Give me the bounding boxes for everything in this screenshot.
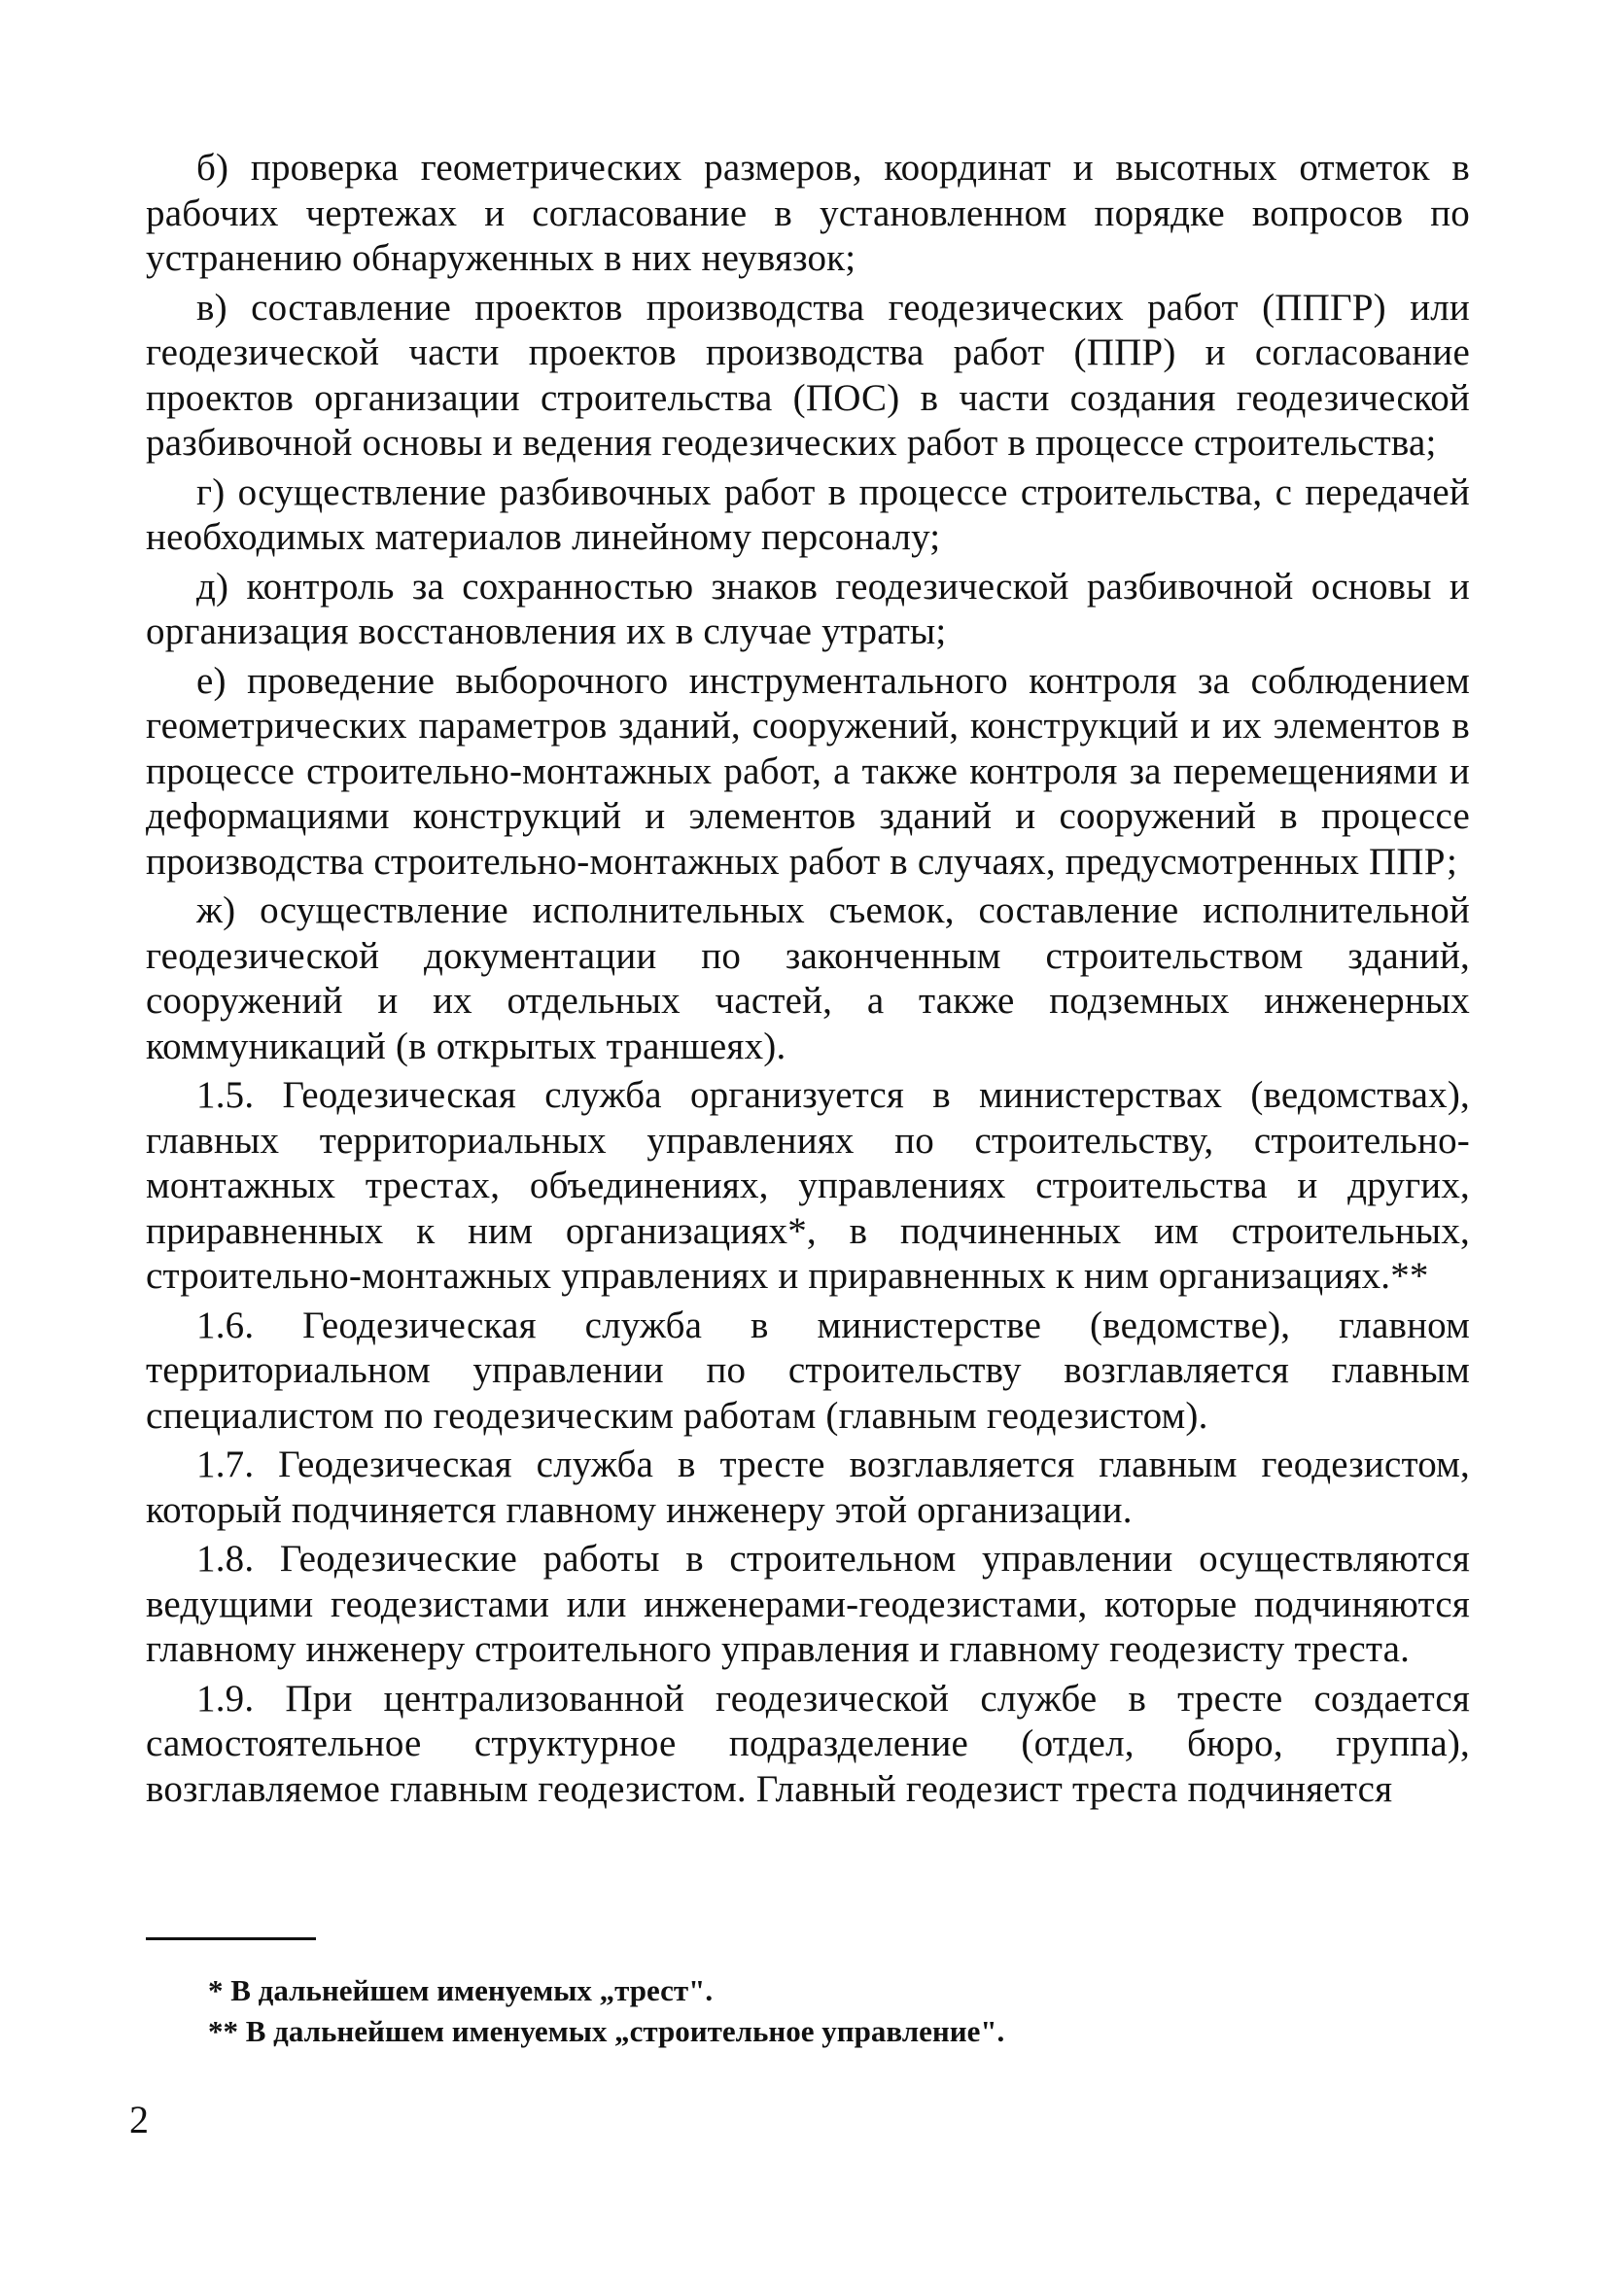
footnotes bbox=[146, 1970, 1470, 2052]
paragraph-1-7: 1.7. Геодезическая служба в тресте возглавляется главным геодезистом, который подчиняется главному инженеру этой организации. bbox=[146, 1444, 1470, 1531]
footnote-1: * В дальнейшем именуемых „трест". bbox=[208, 1973, 714, 2007]
page-number: 2 bbox=[129, 2098, 149, 2141]
paragraph-zh: ж) осуществление исполнительных съемок, составление исполнительной геодезической документации по законченным строительством зданий, сооружений и их отдельных частей, а также подземных инженерных коммуникаций (в открытых траншеях). bbox=[146, 889, 1470, 1067]
document-body bbox=[146, 146, 1470, 1816]
footnote-2: ** В дальнейшем именуемых „строительное управление". bbox=[208, 2014, 1005, 2048]
paragraph-1-9: 1.9. При централизованной геодезической службе в тресте создается самостоятельное структурное подразделение (отдел, бюро, группа), возглавляемое главным геодезистом. Главный геодезист треста подчиняется bbox=[146, 1677, 1470, 1810]
paragraph-d: д) контроль за сохранностью знаков геодезической разбивочной основы и организация восстановления их в случае утраты; bbox=[146, 565, 1470, 652]
paragraph-e: е) проведение выборочного инструментального контроля за соблюдением геометрических параметров зданий, сооружений, конструкций и их элементов в процессе строительно-монтажных работ, а также контроля за перемещениями и деформациями конструкций и элементов зданий и сооружений в процессе производства строительно-монтажных работ в случаях, предусмотренных ППР; bbox=[146, 659, 1470, 883]
paragraph-1-6: 1.6. Геодезическая служба в министерстве (ведомстве), главном территориальном управлении по строительству возглавляется главным специалистом по геодезическим работам (главным геодезистом). bbox=[146, 1304, 1470, 1437]
footnote-separator bbox=[146, 1937, 316, 1940]
paragraph-1-8: 1.8. Геодезические работы в строительном управлении осуществляются ведущими геодезистами или инженерами-геодезистами, которые подчиняются главному инженеру строительного управления и главному геодезисту треста. bbox=[146, 1538, 1470, 1670]
paragraph-g: г) осуществление разбивочных работ в процессе строительства, с передачей необходимых материалов линейному персоналу; bbox=[146, 470, 1470, 558]
paragraph-b: б) проверка геометрических размеров, координат и высотных отметок в рабочих чертежах и согласование в установленном порядке вопросов по устранению обнаруженных в них неувязок; bbox=[146, 147, 1470, 279]
paragraph-v: в) составление проектов производства геодезических работ (ППГР) или геодезической части проектов производства работ (ППР) и согласование проектов организации строительства (ПОС) в части создания геодезической разбивочной основы и ведения геодезических работ в процессе строительства; bbox=[146, 286, 1470, 464]
paragraph-1-5: 1.5. Геодезическая служба организуется в министерствах (ведомствах), главных территориальных управлениях по строительству, строительно-монтажных трестах, объединениях, управлениях строительства и других, приравненных к ним организациях*, в подчиненных им строительных, строительно-монтажных управлениях и приравненных к ним организациях.** bbox=[146, 1074, 1470, 1297]
